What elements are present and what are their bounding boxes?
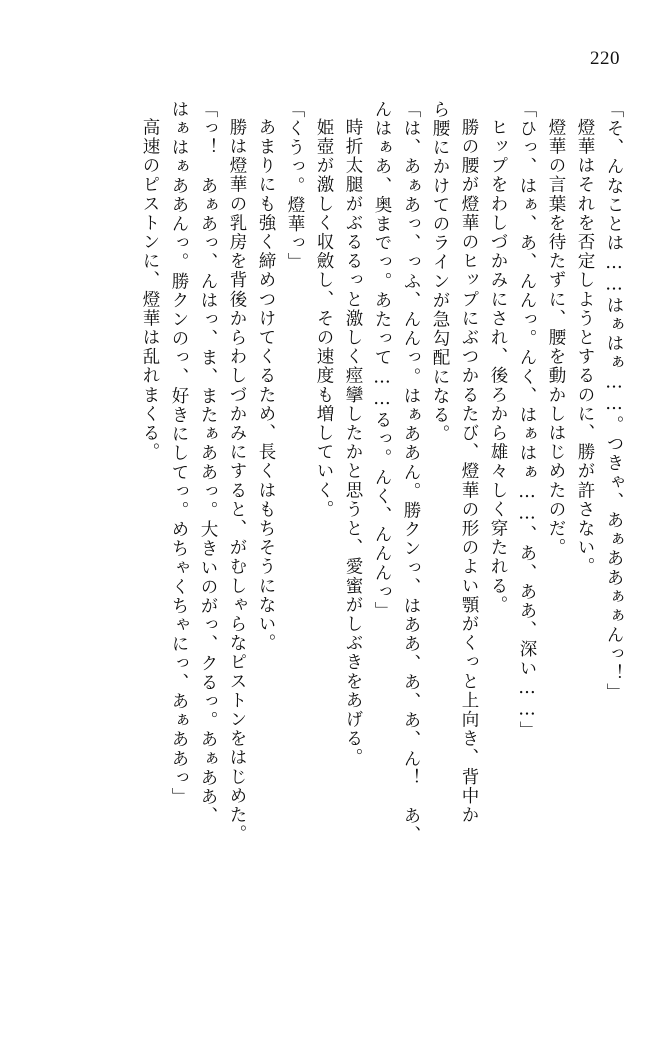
text-line: ら腰にかけてのラインが急勾配になる。 <box>430 100 450 444</box>
text-line: ヒップをわしづかみにされ、後ろから雄々しく穿たれる。 <box>488 118 508 615</box>
text-line: 燈華はそれを否定しようとするのに、勝が許さない。 <box>575 118 595 577</box>
text-line: 勝の腰が燈華のヒップにぶつかるたび、燈華の形のよい顎がくっと上向き、背中か <box>459 118 479 825</box>
text-line: 時折太腿がぶるるっと激しく痙攣したかと思うと、愛蜜がしぶきをあげる。 <box>343 118 363 768</box>
text-line: 「そ、んなことは……はぁはぁ……。つきゃ、あぁああぁぁんっ！」 <box>604 100 624 703</box>
text-line: 燈華の言葉を待たずに、腰を動かしはじめたのだ。 <box>546 118 566 558</box>
text-line: あまりにも強く締めつけてくるため、長くはもちそうにない。 <box>256 118 276 653</box>
vertical-text-body <box>34 100 622 1008</box>
text-line: 高速のピストンに、燈華は乱れまくる。 <box>140 118 160 462</box>
text-line: 勝は燈華の乳房を背後からわしづかみにすると、がむしゃらなピストンをはじめた。 <box>227 118 247 844</box>
text-line: 姫壺が激しく収斂し、その速度も増していく。 <box>314 118 334 520</box>
page-number: 220 <box>590 48 620 69</box>
text-line: 「は、あぁあっ、っふ、んんっ。はぁああん。勝クンっ、はああ、あ、あ、ん！ あ、 <box>401 100 421 845</box>
text-line: はぁはぁああんっ。勝クンのっ、好きにしてっ。めちゃくちゃにっ、あぁああっ」 <box>169 100 189 807</box>
text-line: 「っ！ あぁあっ、んはっ、ま、またぁああっ。大きいのがっ、クるっ。あぁああ、 <box>198 100 218 826</box>
text-line: 「ひっ、はぁ、あ、んんっ。んく、はぁはぁ……、あ、ああ、深い……」 <box>517 100 537 741</box>
text-line: 「くうっ。燈華っ」 <box>285 100 305 272</box>
text-line: んはぁあ、奥までっ。あたって……るっ。んく、んんんっ」 <box>372 100 392 621</box>
